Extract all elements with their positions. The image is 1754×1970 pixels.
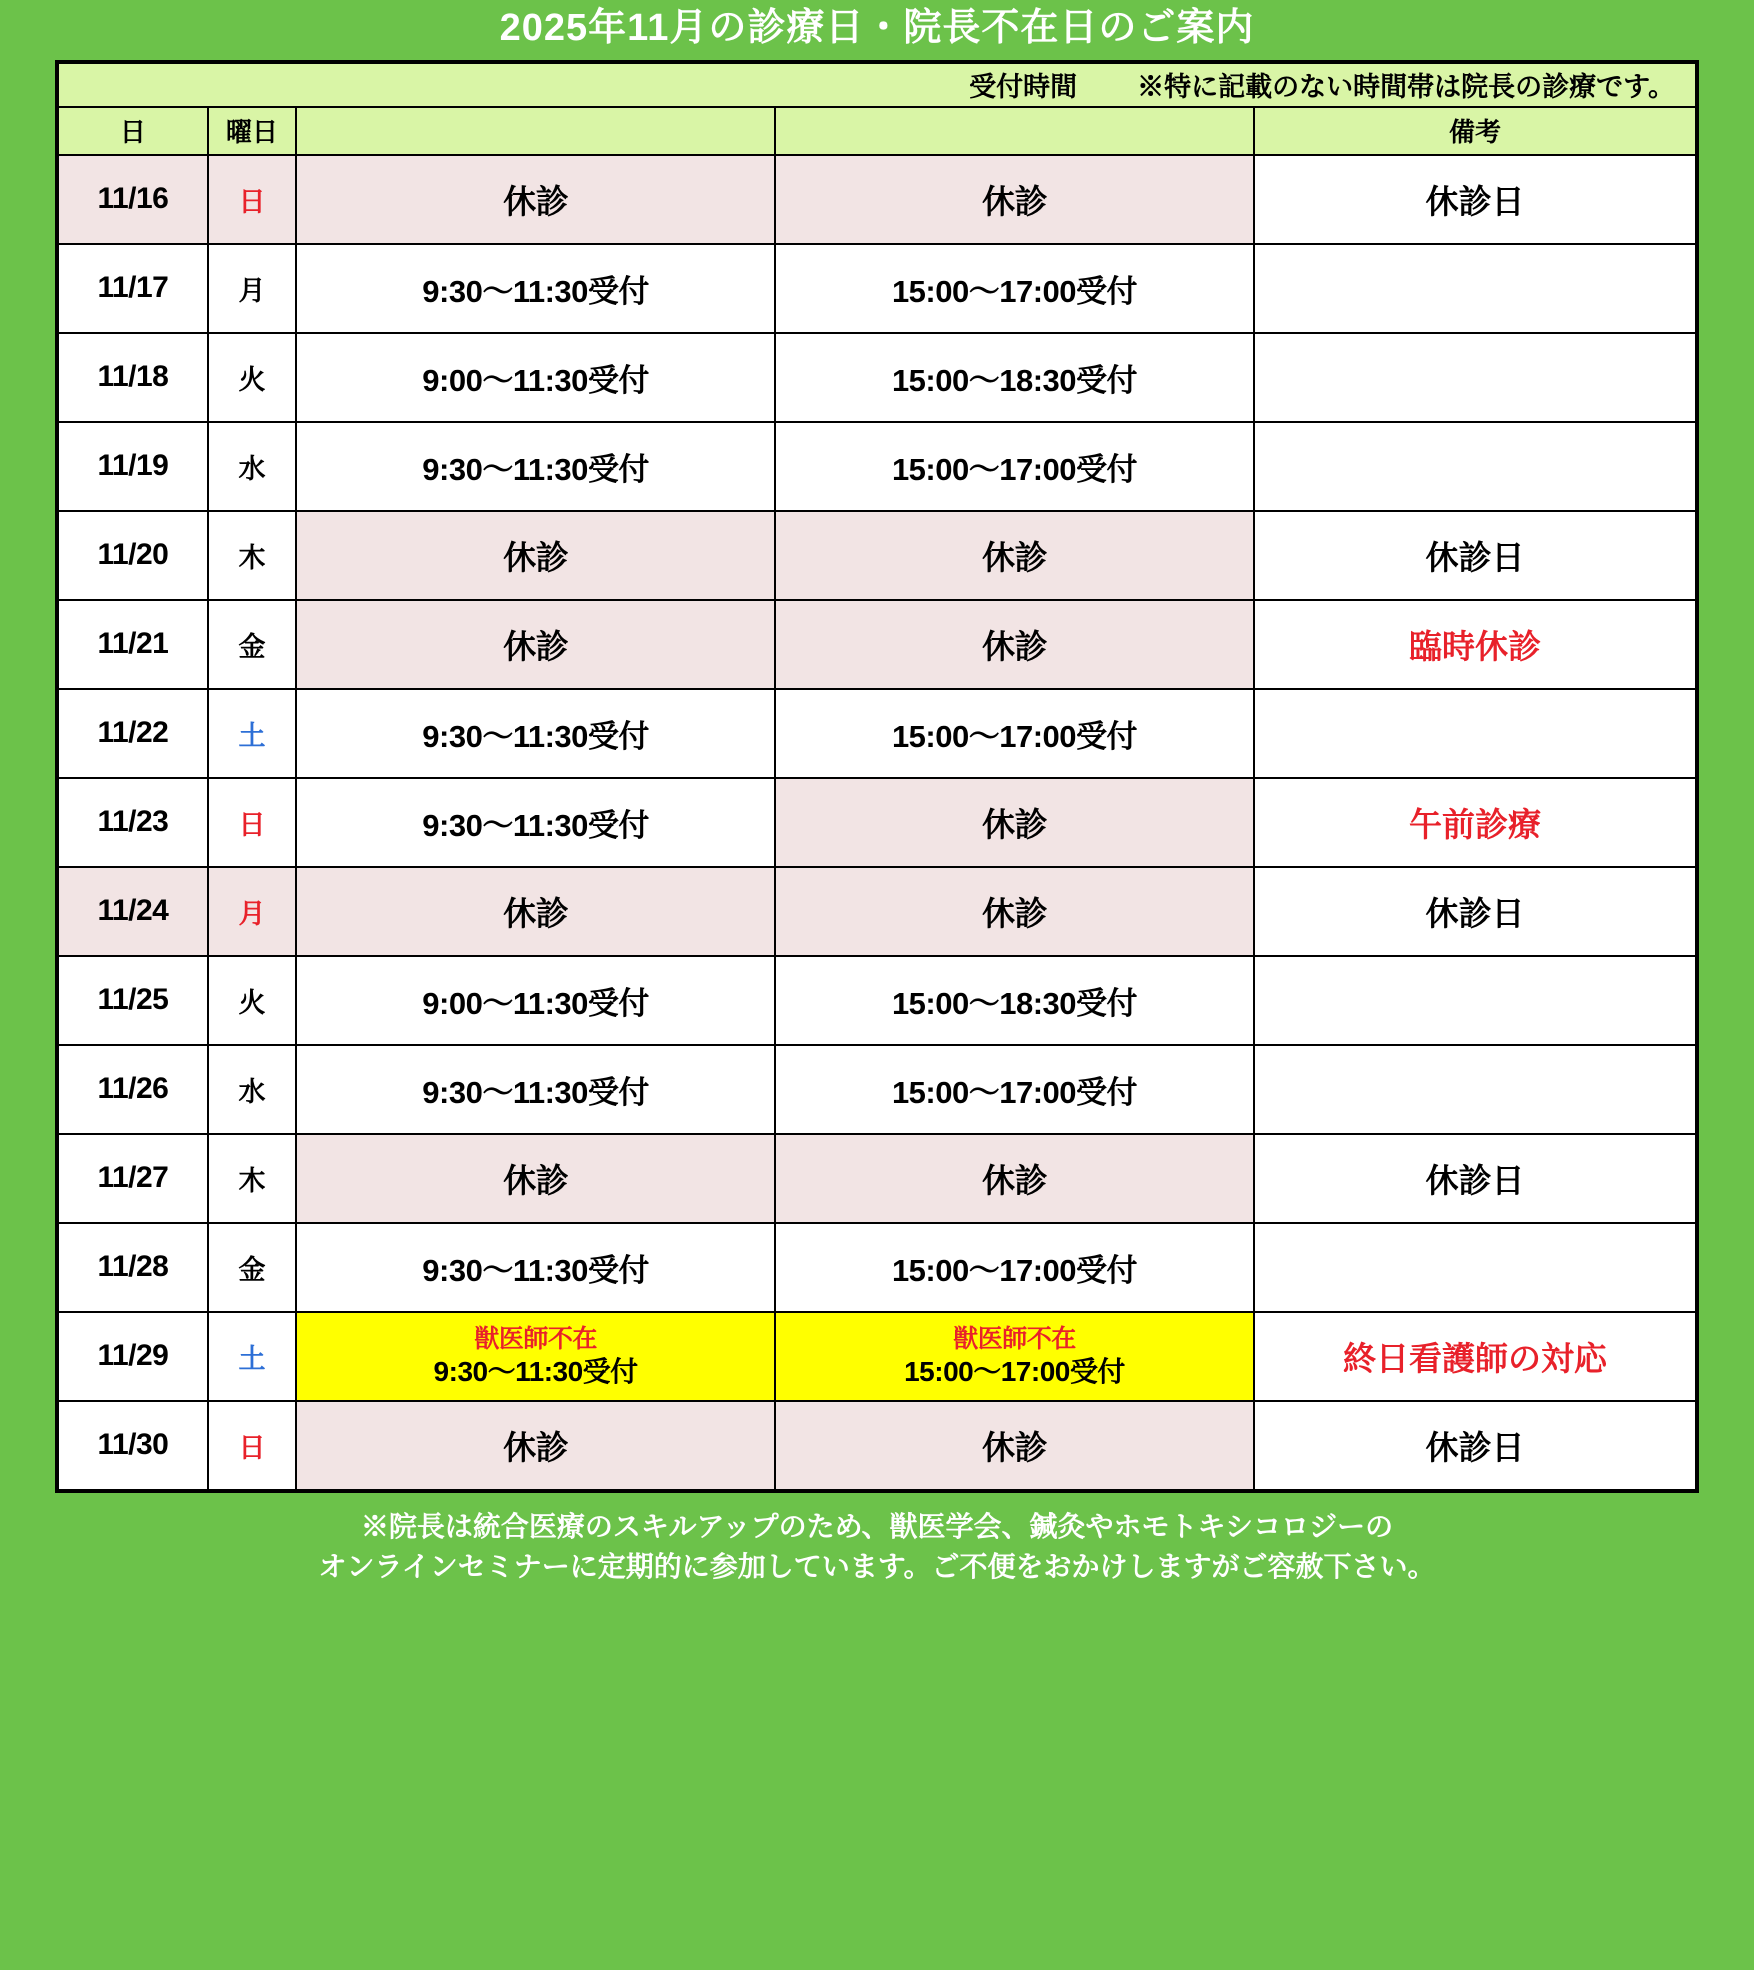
cell-pm-hours: 休診 [775,1401,1254,1490]
cell-day-of-week: 水 [208,422,296,511]
cell-am-hours: 9:30〜11:30受付 [296,422,775,511]
cell-pm-hours: 休診 [775,867,1254,956]
cell-am-hours [296,1312,775,1401]
cell-remarks [1254,1045,1696,1134]
cell-date: 11/16 [58,155,208,244]
cell-pm-hours: 15:00〜17:00受付 [775,244,1254,333]
cell-pm-hours: 15:00〜17:00受付 [775,1223,1254,1312]
cell-remarks [1254,1223,1696,1312]
cell-date: 11/21 [58,600,208,689]
cell-date: 11/29 [58,1312,208,1401]
cell-date: 11/24 [58,867,208,956]
cell-pm-hours: 15:00〜18:30受付 [775,333,1254,422]
cell-am-hours: 9:30〜11:30受付 [296,689,775,778]
cell-pm-hours: 15:00〜17:00受付 [775,689,1254,778]
absent-time: 9:30〜11:30受付 [433,1355,638,1387]
cell-am-hours: 休診 [296,1401,775,1490]
cell-day-of-week: 日 [208,778,296,867]
header-note: 備考 [1254,107,1696,155]
schedule-table [57,62,1697,1491]
cell-day-of-week: 月 [208,867,296,956]
cell-pm-hours: 15:00〜18:30受付 [775,956,1254,1045]
header-pm [775,107,1254,155]
cell-pm-hours: 休診 [775,778,1254,867]
table-header-row [58,107,1696,155]
cell-date: 11/23 [58,778,208,867]
schedule-table-container [55,60,1699,1493]
cell-am-hours: 9:30〜11:30受付 [296,1045,775,1134]
table-row [58,1401,1696,1490]
cell-remarks [1254,244,1696,333]
cell-date: 11/18 [58,333,208,422]
cell-pm-hours: 休診 [775,155,1254,244]
table-row [58,1045,1696,1134]
cell-day-of-week: 金 [208,600,296,689]
header-am [296,107,775,155]
cell-remarks [1254,956,1696,1045]
table-row [58,956,1696,1045]
cell-pm-hours: 休診 [775,600,1254,689]
reception-note: ※特に記載のない時間帯は院長の診療です。 [1137,72,1675,103]
cell-date: 11/30 [58,1401,208,1490]
table-row [58,422,1696,511]
cell-remarks: 休診日 [1254,511,1696,600]
cell-remarks: 午前診療 [1254,778,1696,867]
cell-date: 11/19 [58,422,208,511]
cell-remarks [1254,422,1696,511]
cell-day-of-week: 金 [208,1223,296,1312]
table-row [58,155,1696,244]
cell-day-of-week: 火 [208,333,296,422]
cell-remarks: 休診日 [1254,155,1696,244]
cell-date: 11/25 [58,956,208,1045]
cell-am-hours: 9:00〜11:30受付 [296,333,775,422]
cell-am-hours: 9:30〜11:30受付 [296,244,775,333]
cell-am-hours: 休診 [296,600,775,689]
cell-day-of-week: 木 [208,1134,296,1223]
reception-banner-row [58,63,1696,107]
cell-day-of-week: 木 [208,511,296,600]
header-date: 日 [58,107,208,155]
cell-remarks [1254,333,1696,422]
footer-line-1: ※院長は統合医療のスキルアップのため、獣医学会、鍼灸やホモトキシコロジーの [360,1510,1394,1542]
cell-day-of-week: 火 [208,956,296,1045]
table-row [58,511,1696,600]
absent-label: 獣医師不在 [953,1325,1076,1354]
absent-time: 15:00〜17:00受付 [904,1355,1125,1387]
footer-line-2: オンラインセミナーに定期的に参加しています。ご不便をおかけしますがご容赦下さい。 [318,1551,1436,1583]
cell-day-of-week: 水 [208,1045,296,1134]
table-row [58,333,1696,422]
table-row [58,689,1696,778]
absent-label: 獣医師不在 [474,1325,597,1354]
table-row [58,778,1696,867]
cell-am-hours: 9:00〜11:30受付 [296,956,775,1045]
cell-am-hours: 休診 [296,867,775,956]
table-row [58,1312,1696,1401]
cell-pm-hours: 15:00〜17:00受付 [775,1045,1254,1134]
cell-day-of-week: 月 [208,244,296,333]
cell-am-hours: 9:30〜11:30受付 [296,778,775,867]
cell-day-of-week: 土 [208,1312,296,1401]
cell-date: 11/20 [58,511,208,600]
header-dow: 曜日 [208,107,296,155]
cell-date: 11/26 [58,1045,208,1134]
cell-am-hours: 休診 [296,155,775,244]
cell-pm-hours: 休診 [775,1134,1254,1223]
cell-remarks: 休診日 [1254,867,1696,956]
cell-remarks: 休診日 [1254,1401,1696,1490]
cell-date: 11/28 [58,1223,208,1312]
cell-am-hours: 9:30〜11:30受付 [296,1223,775,1312]
cell-remarks [1254,689,1696,778]
cell-day-of-week: 日 [208,155,296,244]
cell-date: 11/22 [58,689,208,778]
cell-am-hours: 休診 [296,511,775,600]
cell-am-hours: 休診 [296,1134,775,1223]
cell-remarks: 臨時休診 [1254,600,1696,689]
cell-day-of-week: 土 [208,689,296,778]
schedule-body [58,155,1696,1490]
table-row [58,867,1696,956]
table-row [58,1134,1696,1223]
reception-banner-cell [58,63,1696,107]
page-title: 2025年11月の診療日・院長不在日のご案内 [499,7,1255,49]
cell-remarks: 終日看護師の対応 [1254,1312,1696,1401]
table-row [58,600,1696,689]
cell-remarks: 休診日 [1254,1134,1696,1223]
cell-day-of-week: 日 [208,1401,296,1490]
reception-time-label: 受付時間 [969,72,1078,103]
footer-note [0,1493,1754,1588]
cell-date: 11/27 [58,1134,208,1223]
cell-date: 11/17 [58,244,208,333]
cell-pm-hours: 15:00〜17:00受付 [775,422,1254,511]
cell-pm-hours [775,1312,1254,1401]
cell-pm-hours: 休診 [775,511,1254,600]
table-row [58,244,1696,333]
table-row [58,1223,1696,1312]
